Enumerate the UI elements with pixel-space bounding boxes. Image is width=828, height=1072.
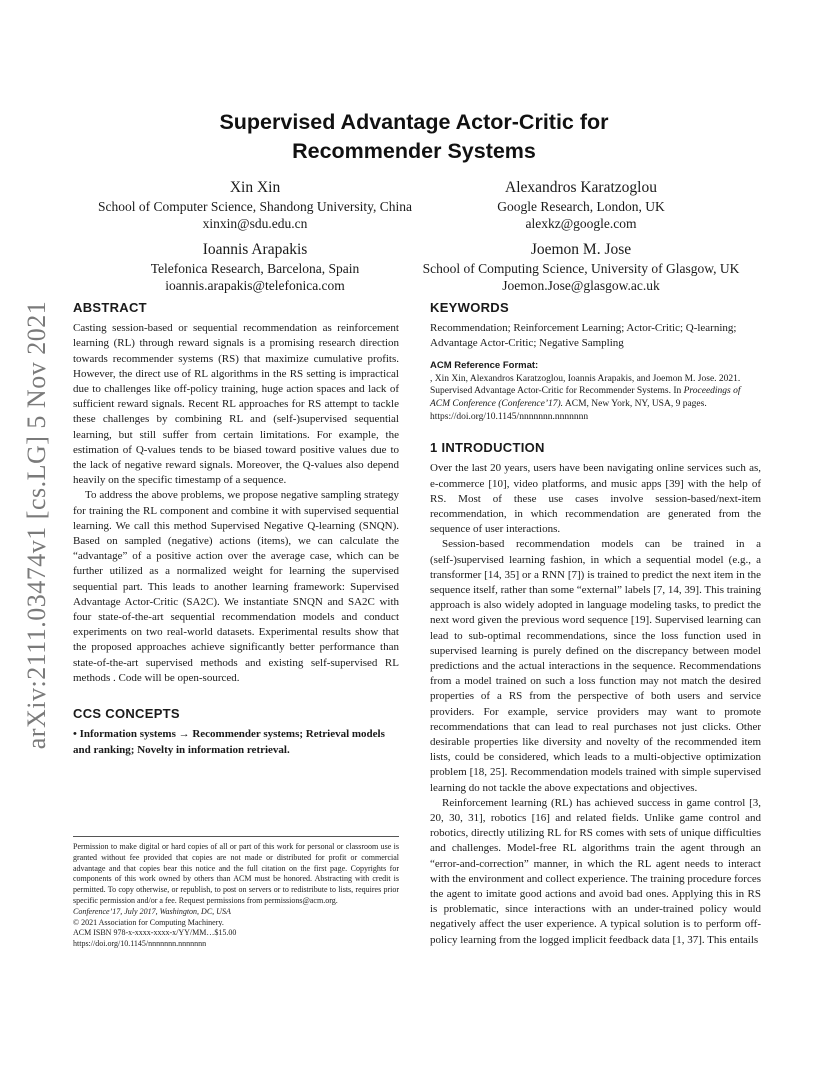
title-line-2: Recommender Systems: [292, 139, 536, 163]
isbn-line: ACM ISBN 978-x-xxxx-xxxx-x/YY/MM…$15.00: [73, 928, 237, 938]
conference-info: Conference’17, July 2017, Washington, DC, USA: [73, 906, 231, 916]
keywords-heading: KEYWORDS: [430, 300, 509, 315]
title-line-1: Supervised Advantage Actor-Critic for: [219, 110, 609, 134]
author-block-1: [82, 178, 428, 232]
author-email: ioannis.arapakis@telefonica.com: [165, 278, 345, 293]
intro-paragraph-3: Reinforcement learning (RL) has achieved success in game control [3, 20, 30, 31], robotics [16] and related fields. Unlike game control and robotics, directly utilizing RL for RS comes with sets of unique difficulties and challenges. Model-free RL algorithms train the agent through an “error-and-correction” manner, in which the RL agent needs to interact with the environment and collect experience. The training procedure forces the agent to imitate good actions and avoid bad ones. Applying this in RS is problematic, since interactions with an under-trained policy would negatively affect the user experience. A typical solution is to perform off-policy learning from the logged implicit feedback data [1, 37]. This entails: [430, 796, 761, 946]
author-email: xinxin@sdu.edu.cn: [202, 216, 308, 231]
author-block-2: [420, 178, 742, 232]
acm-reference-heading: ACM Reference Format:: [430, 359, 539, 371]
author-name: Xin Xin: [229, 179, 281, 196]
copyright-line: © 2021 Association for Computing Machinery.: [73, 917, 224, 927]
author-name: Joemon M. Jose: [530, 241, 632, 258]
permission-notice: [73, 836, 399, 950]
intro-paragraph-1: Over the last 20 years, users have been navigating online services such as, e-commerce [10], video platforms, and music apps [39] with the help of RS. Most of these use cases involve session-based/next-item recommendation, in which recommendation are generated from the sequence of user interactions.: [430, 462, 761, 536]
acm-reference-venue: Proceedings of ACM Conference (Conference’17).: [430, 386, 741, 409]
doi-line: https://doi.org/10.1145/nnnnnnn.nnnnnnn: [73, 939, 207, 949]
acm-reference-part-1: , Xin Xin, Alexandros Karatzoglou, Ioannis Arapakis, and Joemon M. Jose. 2021. Supervised Advantage Actor-Critic for Recommender Systems. In: [430, 373, 741, 397]
paper-title: [0, 108, 828, 166]
author-block-4: [420, 240, 742, 294]
intro-paragraph-2: Session-based recommendation models can be trained in a (self-)supervised learning fashion, in which a sequential model (e.g., a transformer [14, 35] or a RNN [7]) is trained to predict the next item in the sequence itself, rather than some “external” labels [7, 14, 39]. This training approach is also widely adopted in language modeling tasks, to predict the next word given the previous word sequence [19]. Supervised learning can lead to sub-optimal recommendations, since the loss function used in supervised learning is purely defined on the discrepancy between model predictions and the actual interactions in the sequence. Recommendations from a model trained on such a loss function may not match the desired properties of a RS from the perspective of both users and service providers. For example, service providers may want to promote recommendations that can lead to real purchases not just clicks. Other desirable properties like diversity and novelty of the recommended item lists, could be considered, which leads to a multi-objective optimization problem [18, 25]. Recommendation models trained with simple supervised learning do not tackle the above expectations and objectives.: [430, 538, 761, 794]
abstract-paragraph-2: To address the above problems, we propose negative sampling strategy for training the RL component and combine it with supervised sequential learning. We call this method Supervised Negative Q-learning (SNQN). Based on sampled (negative) actions (items), we can calculate the “advantage” of a positive action over the average case, which can be further utilized as a normalized weight for learning the supervised sequential part. This leads to another learning framework: Supervised Advantage Actor-Critic (SA2C). We instantiate SNQN and SA2C with four state-of-the-art sequential recommendation models and conduct experiments on two real-world datasets. Experimental results show that the proposed approaches achieve significantly better performance than state-of-the-art supervised methods and existing self-supervised RL methods . Code will be open-sourced.: [73, 489, 399, 684]
abstract-heading: ABSTRACT: [73, 300, 147, 315]
ccs-concepts: • Information systems → Recommender systems; Retrieval models and ranking; Novelty in information retrieval.: [73, 728, 385, 756]
left-column: [73, 300, 399, 758]
introduction-heading: 1 INTRODUCTION: [430, 440, 545, 456]
permission-text: Permission to make digital or hard copies of all or part of this work for personal or classroom use is granted without fee provided that copies are not made or distributed for profit or commercial advantage and that copies bear this notice and the full citation on the first page. Copyrights for components of this work owned by others than ACM must be honored. Abstracting with credit is permitted. To copy otherwise, or republish, to post on servers or to redistribute to lists, requires prior specific permission and/or a fee. Request permissions from permissions@acm.org.: [73, 842, 399, 905]
author-affiliation: Telefonica Research, Barcelona, Spain: [150, 261, 360, 276]
ccs-heading: CCS CONCEPTS: [73, 706, 180, 722]
acm-reference-text: [430, 373, 761, 423]
abstract-paragraph-1: Casting session-based or sequential recommendation as reinforcement learning (RL) through reward signals is a promising research direction towards recommender systems (RS) that maximize cumulative profits. However, the direct use of RL algorithms in the RS setting is impractical due to challenges like off-policy training, huge action spaces and lack of sufficient reward signals. Recent RL approaches for RS attempt to tackle these challenges by combining RL and (self-)supervised sequential learning, but still suffer from certain limitations. For example, the estimation of Q-values tends to be biased toward positive values due to the lack of negative reward signals. Moreover, the Q-values also depend heavily on the specific timestamp of a sequence.: [73, 322, 399, 487]
author-block-3: [82, 240, 428, 294]
keywords-text: Recommendation; Reinforcement Learning; Actor-Critic; Q-learning; Advantage Actor-Critic; Negative Sampling: [430, 322, 737, 350]
arxiv-sidebar-stamp: [22, 290, 52, 760]
author-name: Alexandros Karatzoglou: [505, 179, 657, 196]
author-affiliation: Google Research, London, UK: [497, 199, 665, 214]
author-affiliation: School of Computing Science, University of Glasgow, UK: [422, 261, 740, 276]
arxiv-identifier: arXiv:2111.03474v1 [cs.LG] 5 Nov 2021: [22, 300, 51, 750]
author-email: alexkz@google.com: [525, 216, 637, 231]
author-affiliation: School of Computer Science, Shandong University, China: [97, 199, 413, 214]
acm-reference-part-2: ACM, New York, NY, USA, 9 pages. https://doi.org/10.1145/nnnnnnn.nnnnnnn: [430, 399, 707, 422]
author-name: Ioannis Arapakis: [202, 241, 308, 258]
right-column: [430, 300, 761, 948]
author-email: Joemon.Jose@glasgow.ac.uk: [502, 278, 660, 293]
